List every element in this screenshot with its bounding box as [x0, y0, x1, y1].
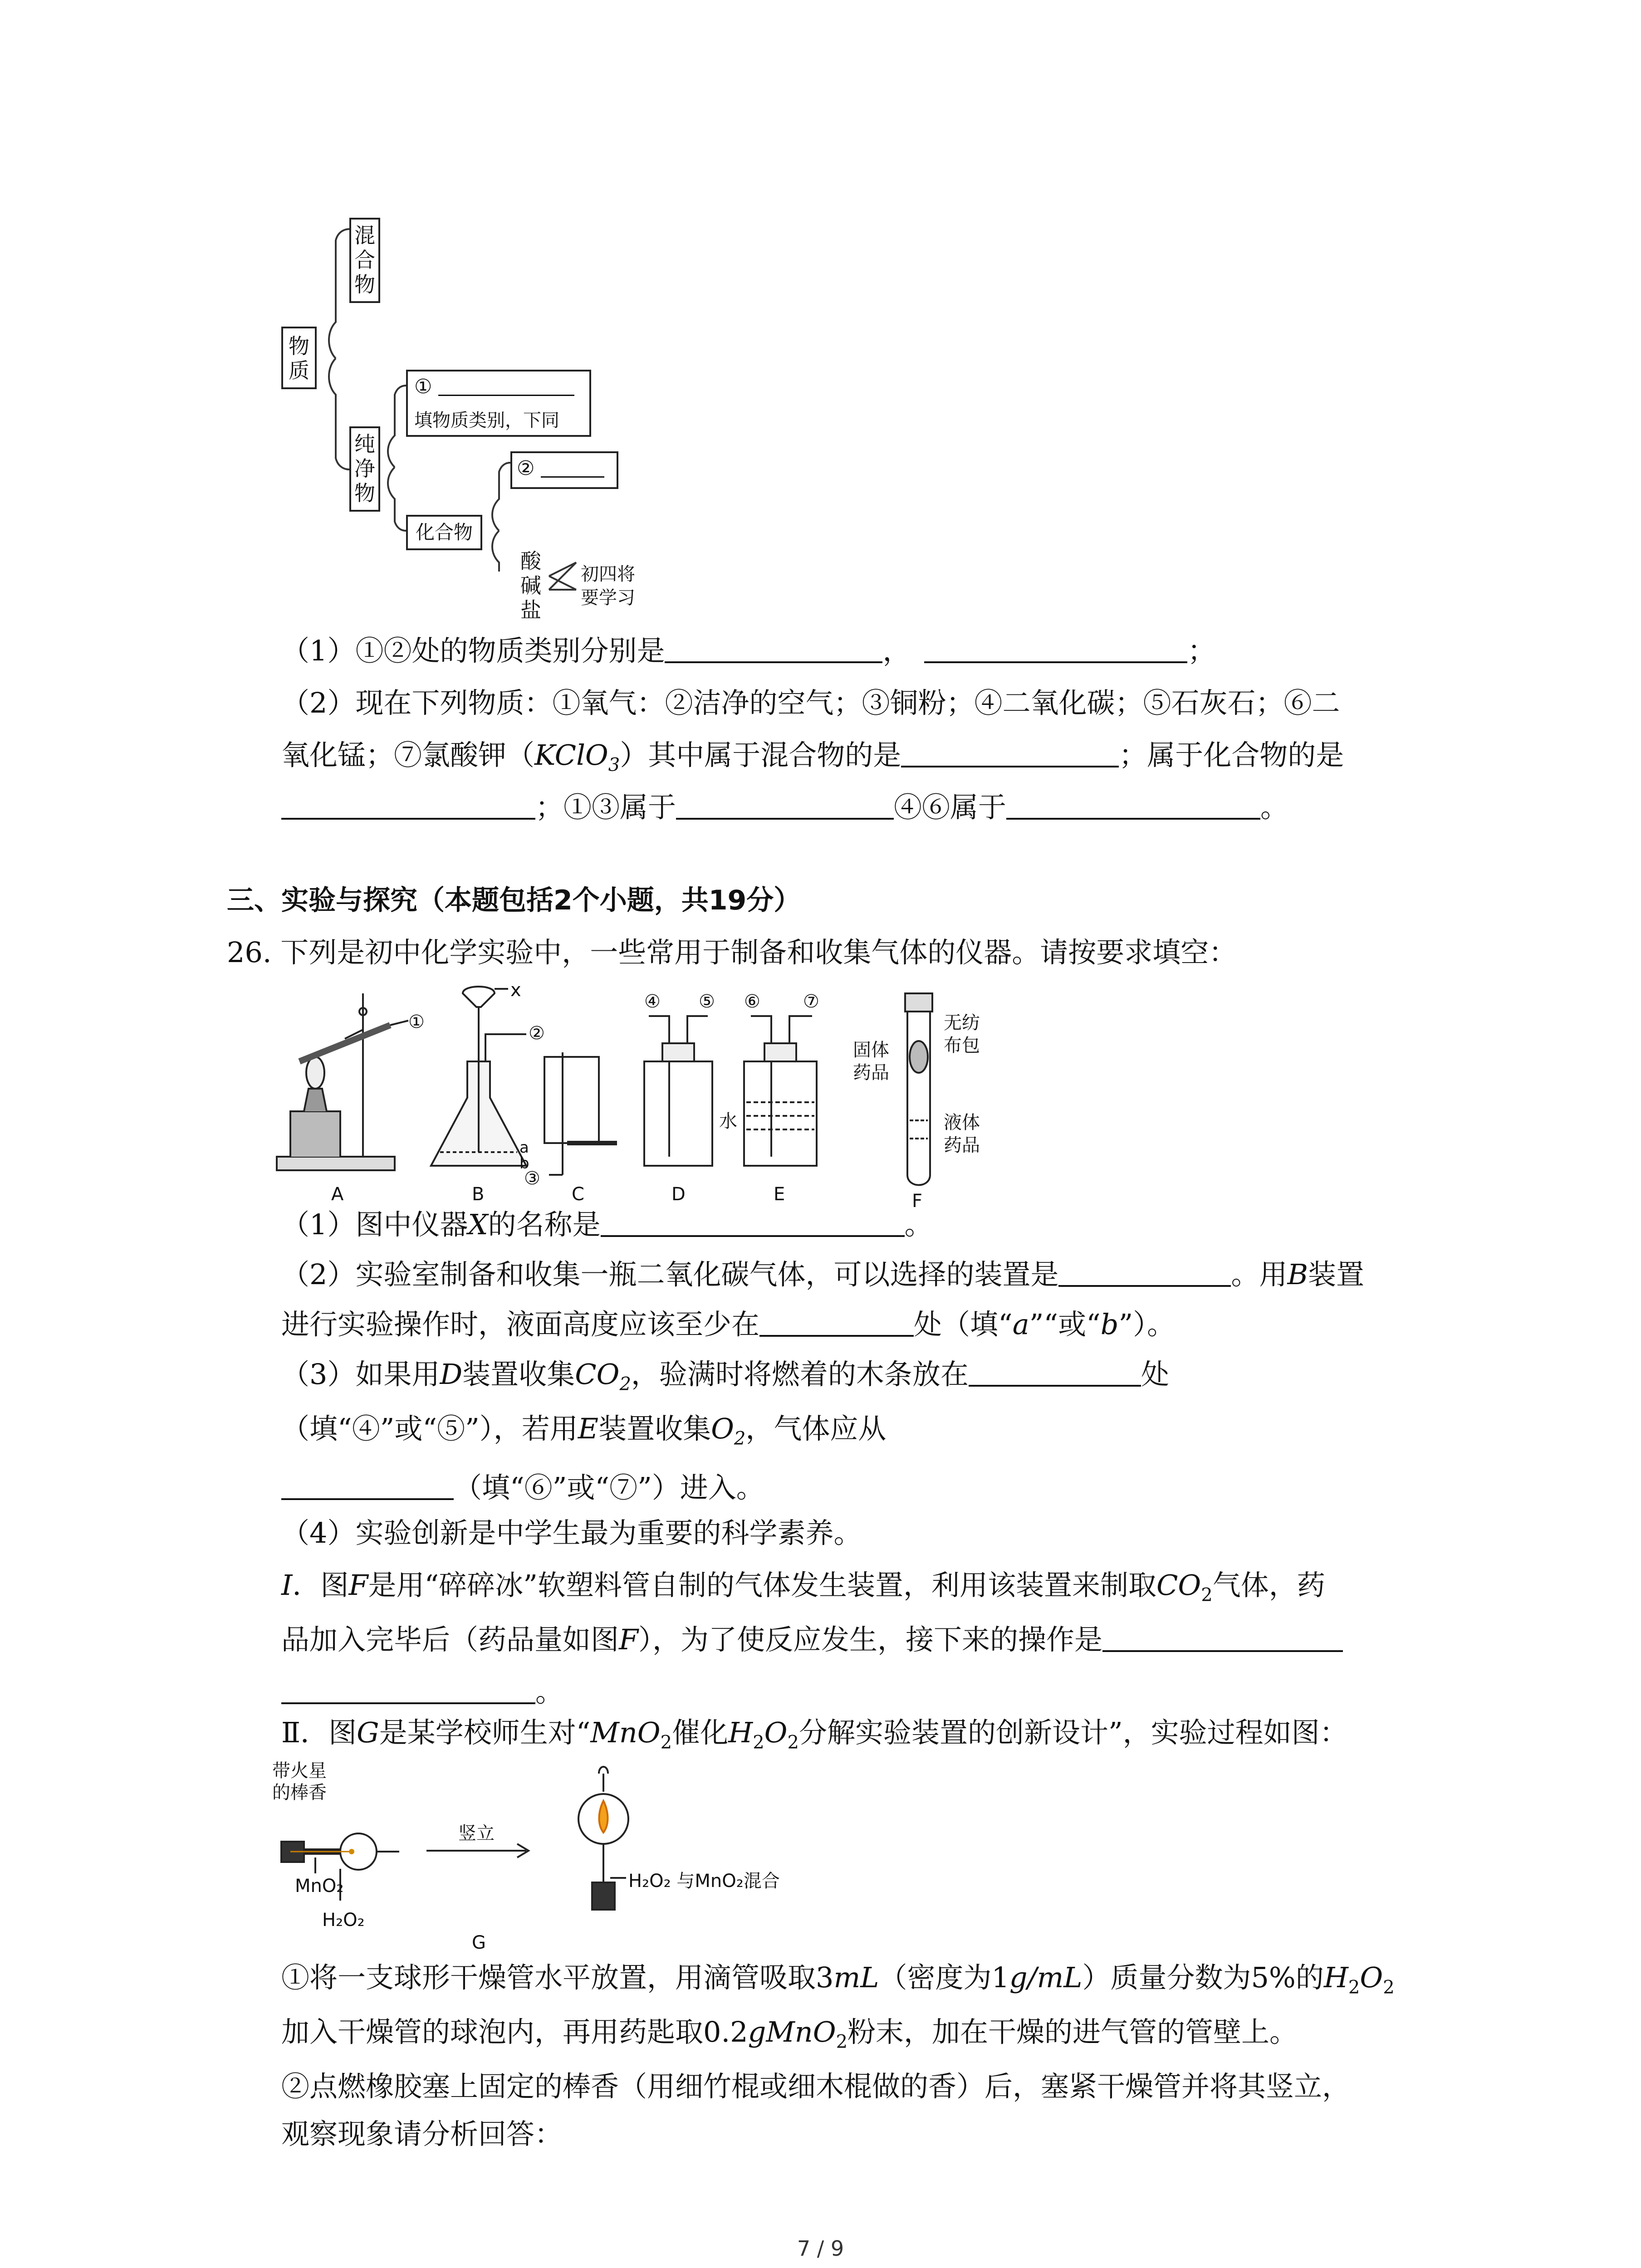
figure-g — [272, 1760, 817, 1955]
pure-box — [349, 426, 380, 512]
q26-part2-line1: （2）实验室制备和收集一瓶二氧化碳气体，可以选择的装置是 。用B装置 — [281, 1258, 1365, 1291]
q25-blank-13[interactable] — [676, 792, 894, 820]
tree-note — [581, 562, 635, 610]
q25-blank-1[interactable] — [665, 636, 882, 663]
q26-blank-x-name[interactable] — [601, 1210, 905, 1237]
mark-x: x — [510, 980, 521, 1001]
note-line1: 初四将 — [581, 564, 635, 585]
label-A: A — [331, 1184, 344, 1205]
acid-base-salt — [517, 549, 544, 622]
apparatus-figure — [272, 980, 998, 1212]
q25-part2-line3: ；①③属于 ④⑥属于 。 — [281, 789, 1288, 826]
q26-step1-line2: 加入干燥管的球泡内，再用药匙取0.2gMnO$_2$粉末，加在干燥的进气管的管壁上。 — [281, 2015, 1298, 2053]
section-3-title: 三、实验与探究（本题包括2个小题，共19分） — [227, 885, 801, 916]
q26-blank-co2-device[interactable] — [1058, 1260, 1231, 1287]
salt-label: 盐 — [520, 598, 541, 622]
slot2-box — [510, 451, 618, 489]
label-E: E — [774, 1184, 785, 1205]
q25-part2-line2: 氧化锰；⑦氯酸钾（KClO$_3$）其中属于混合物的是 ；属于化合物的是 — [281, 738, 1344, 776]
q26-part3-line2: （填“④”或“⑤”），若用E装置收集$O_2$，气体应从 — [281, 1412, 887, 1449]
q26-part1: （1）图中仪器X的名称是 。 — [281, 1208, 933, 1241]
q25-part2-line1: （2）现在下列物质：①氧气：②洁净的空气；③铜粉；④二氧化碳；⑤石灰石；⑥二 — [281, 686, 1340, 719]
root-box — [281, 327, 317, 389]
mark-a: a — [519, 1139, 529, 1157]
q25-part1: （1）①②处的物质类别分别是 ， ； — [281, 634, 1216, 667]
mixture-label: 混合物 — [354, 223, 375, 297]
apparatus-drawing — [272, 984, 998, 1202]
g-figure-label: G — [472, 1932, 486, 1953]
mark-5: ⑤ — [699, 991, 715, 1012]
mark-7: ⑦ — [803, 991, 819, 1012]
q26-step2-line2: 观察现象请分析回答： — [281, 2117, 563, 2151]
q26-I-line1: I．图F是用“碎碎冰”软塑料管自制的气体发生装置，利用该装置来制取$CO_2$气体，药 — [281, 1569, 1325, 1606]
q26-blank-operation[interactable] — [1102, 1625, 1343, 1652]
g-incense-label: 带火星 的棒香 — [272, 1760, 327, 1803]
q26-blank-operation-cont[interactable] — [281, 1677, 535, 1704]
classification-tree — [272, 213, 681, 621]
note-line2: 要学习 — [581, 587, 635, 608]
compound-label: 化合物 — [415, 521, 473, 543]
label-B: B — [472, 1184, 485, 1205]
slot1-blank[interactable] — [438, 376, 574, 396]
g-upright-label: 竖立 — [458, 1823, 495, 1844]
q25-blank-compound[interactable] — [281, 792, 535, 820]
q26-II-line: Ⅱ．图G是某学校师生对“MnO$_2$催化$H_2O_2$分解实验装置的创新设计”，实验过程如图： — [281, 1716, 1348, 1753]
q26-part3-line1: （3）如果用D装置收集$CO_2$，验满时将燃着的木条放在 处 — [281, 1358, 1169, 1395]
mark-b: b — [519, 1154, 529, 1173]
slot2-blank[interactable] — [541, 458, 604, 478]
q26-blank-inlet[interactable] — [281, 1473, 454, 1500]
q26-intro: 26. 下列是初中化学实验中，一些常用于制备和收集气体的仪器。请按要求填空： — [227, 936, 1237, 969]
mark-6: ⑥ — [744, 991, 760, 1012]
mark-3: ③ — [524, 1168, 540, 1189]
f-liquid-label: 液体 药品 — [944, 1112, 980, 1156]
f-solid-label: 固体 药品 — [853, 1040, 889, 1083]
mixture-box — [349, 218, 380, 303]
q26-blank-level[interactable] — [759, 1310, 914, 1337]
g-mix-label: H₂O₂ 与MnO₂混合 — [628, 1871, 780, 1892]
f-cloth-label: 无纺 布包 — [944, 1012, 980, 1056]
pure-label: 纯净物 — [354, 432, 375, 505]
mark-2: ② — [529, 1023, 545, 1044]
water-label: 水 — [719, 1111, 737, 1132]
q26-step2-line1: ②点燃橡胶塞上固定的棒香（用细竹棍或细木棍做的香）后，塞紧干燥管并将其竖立， — [281, 2070, 1351, 2103]
label-D: D — [671, 1184, 686, 1205]
base-label: 碱 — [520, 573, 541, 598]
q25-blank-2[interactable] — [924, 636, 1187, 663]
slot2-mark: ② — [517, 457, 535, 480]
slot1-box — [406, 370, 591, 437]
label-C: C — [572, 1184, 584, 1205]
g-mno2-label: MnO₂ — [295, 1876, 344, 1897]
compound-box — [406, 515, 482, 550]
q25-blank-46[interactable] — [1006, 792, 1260, 820]
slot1-hint: 填物质类别，下同 — [414, 410, 559, 431]
mark-1: ① — [408, 1012, 425, 1032]
root-label: 物质 — [289, 334, 309, 383]
q26-part3-line3: （填“⑥”或“⑦”）进入。 — [281, 1470, 764, 1506]
q25-blank-mixture[interactable] — [901, 740, 1119, 767]
label-F: F — [912, 1191, 923, 1212]
q26-I-line2: 品加入完毕后（药品量如图F），为了使反应发生，接下来的操作是 — [281, 1622, 1343, 1658]
q26-blank-verify[interactable] — [969, 1359, 1141, 1387]
q26-I-line3: 。 — [281, 1674, 563, 1710]
q26-part2-line2: 进行实验操作时，液面高度应该至少在 处（填“a”“或“b”）。 — [281, 1308, 1176, 1341]
mark-4: ④ — [644, 991, 661, 1012]
q26-part4: （4）实验创新是中学生最为重要的科学素养。 — [281, 1516, 862, 1549]
q26-step1-line1: ①将一支球形干燥管水平放置，用滴管吸取3mL（密度为1g/mL）质量分数为5%的$H_2O_2$ — [281, 1961, 1395, 1998]
page-number: 7 / 9 — [797, 2236, 844, 2261]
slot1-mark: ① — [414, 375, 432, 398]
acid-label: 酸 — [520, 549, 541, 573]
g-h2o2-label: H₂O₂ — [322, 1910, 365, 1931]
